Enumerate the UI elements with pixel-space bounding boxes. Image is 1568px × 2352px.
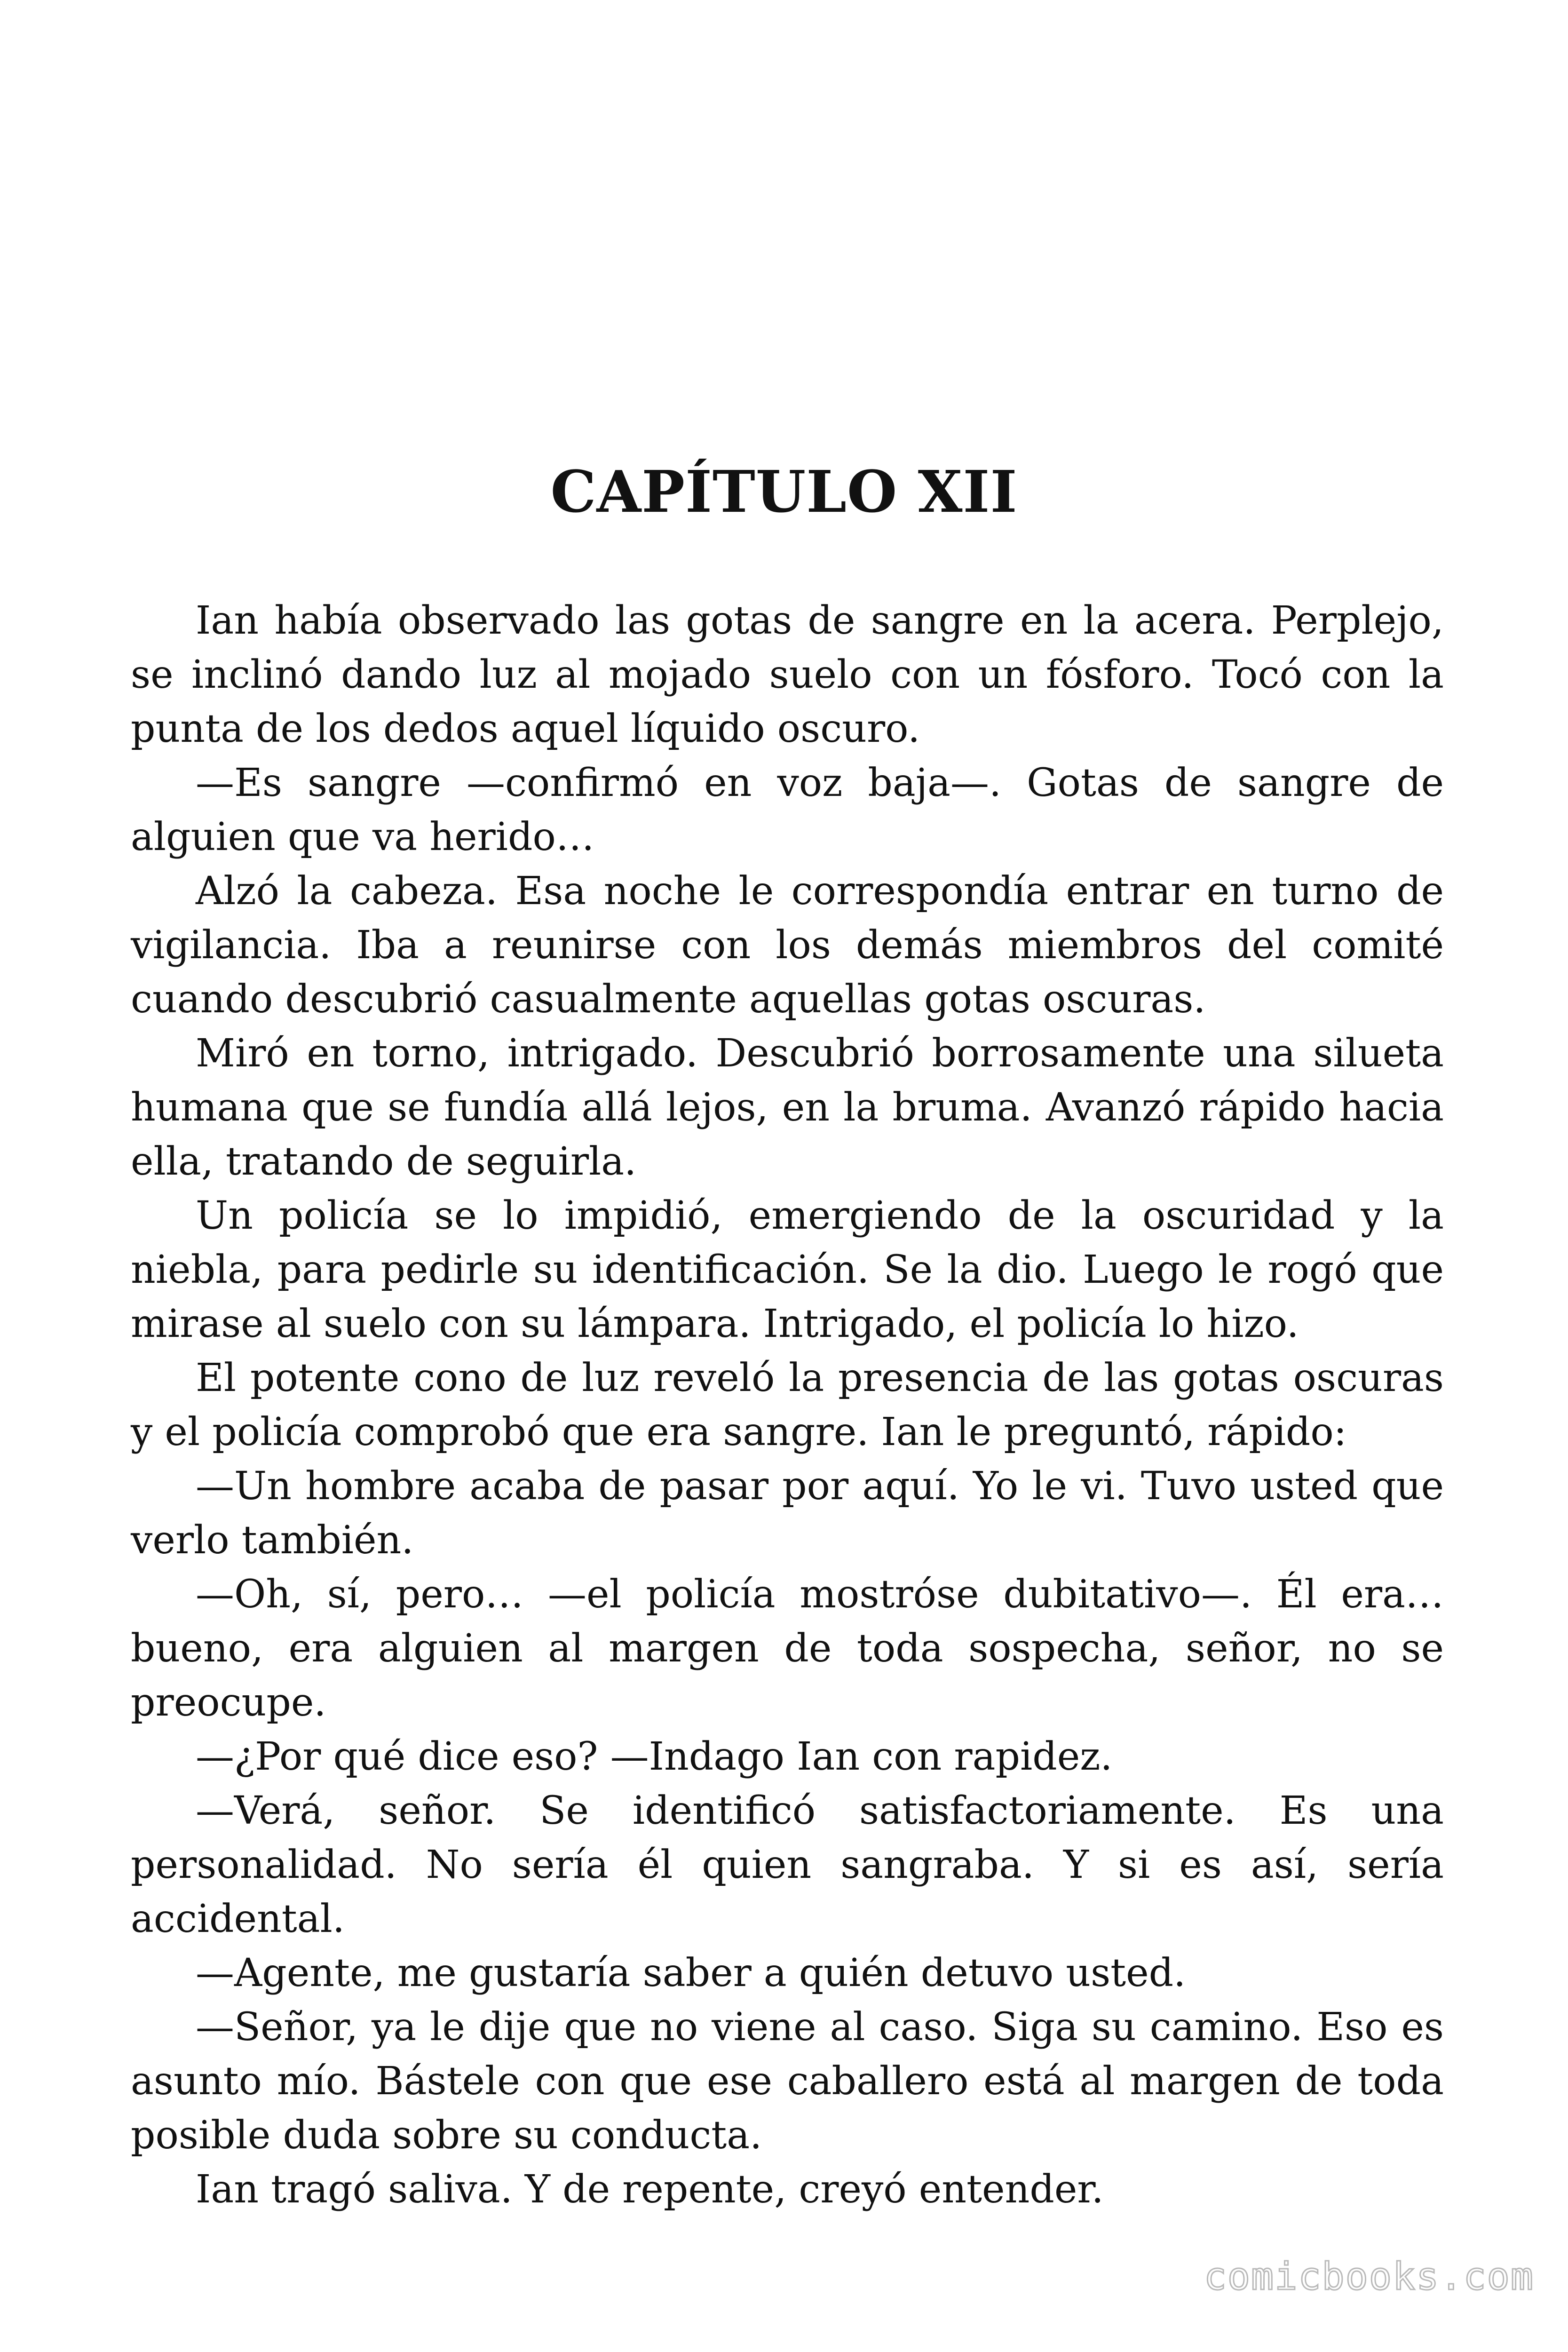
paragraph: Ian tragó saliva. Y de repente, creyó entender. bbox=[196, 2167, 1104, 2212]
paragraph: —Es sangre —confirmó en voz baja—. Gotas de sangre de alguien que va herido… bbox=[131, 761, 1444, 859]
paragraph: Un policía se lo impidió, emergiendo de la oscuridad y la niebla, para pedirle su identificación. Se la dio. Luego le rogó que mirase al suelo con su lámpara. Intrigado, el policía lo hizo. bbox=[131, 1193, 1444, 1346]
paragraph: Alzó la cabeza. Esa noche le correspondía entrar en turno de vigilancia. Iba a reunirse con los demás miembros del comité cuando descubrió casualmente aquellas gotas oscuras. bbox=[131, 869, 1444, 1022]
paragraph: Miró en torno, intrigado. Descubrió borrosamente una silueta humana que se fundía allá lejos, en la bruma. Avanzó rápido hacia ella, tratando de seguirla. bbox=[131, 1031, 1444, 1184]
watermark: comicbooks.com bbox=[1204, 2255, 1534, 2298]
paragraph: —¿Por qué dice eso? —Indago Ian con rapidez. bbox=[196, 1734, 1113, 1779]
paragraph: —Agente, me gustaría saber a quién detuvo usted. bbox=[196, 1951, 1186, 1995]
paragraph: —Oh, sí, pero… —el policía mostróse dubitativo—. Él era… bueno, era alguien al margen de toda sospecha, señor, no se preocupe. bbox=[131, 1572, 1444, 1725]
paragraph: Ian había observado las gotas de sangre en la acera. Perplejo, se inclinó dando luz al mojado suelo con un fósforo. Tocó con la punta de los dedos aquel líquido oscuro. bbox=[131, 598, 1444, 751]
paragraph: —Señor, ya le dije que no viene al caso. Siga su camino. Eso es asunto mío. Bástele con que ese caballero está al margen de toda posible duda sobre su conducta. bbox=[131, 2005, 1444, 2158]
body-text bbox=[131, 594, 1444, 2217]
chapter-title: CAPÍTULO XII bbox=[550, 458, 1018, 525]
paragraph: El potente cono de luz reveló la presencia de las gotas oscuras y el policía comprobó que era sangre. Ian le preguntó, rápido: bbox=[131, 1356, 1444, 1454]
paragraph: —Un hombre acaba de pasar por aquí. Yo le vi. Tuvo usted que verlo también. bbox=[131, 1464, 1444, 1563]
paragraph: —Verá, señor. Se identificó satisfactoriamente. Es una personalidad. No sería él quien sangraba. Y si es así, sería accidental. bbox=[131, 1788, 1444, 1941]
